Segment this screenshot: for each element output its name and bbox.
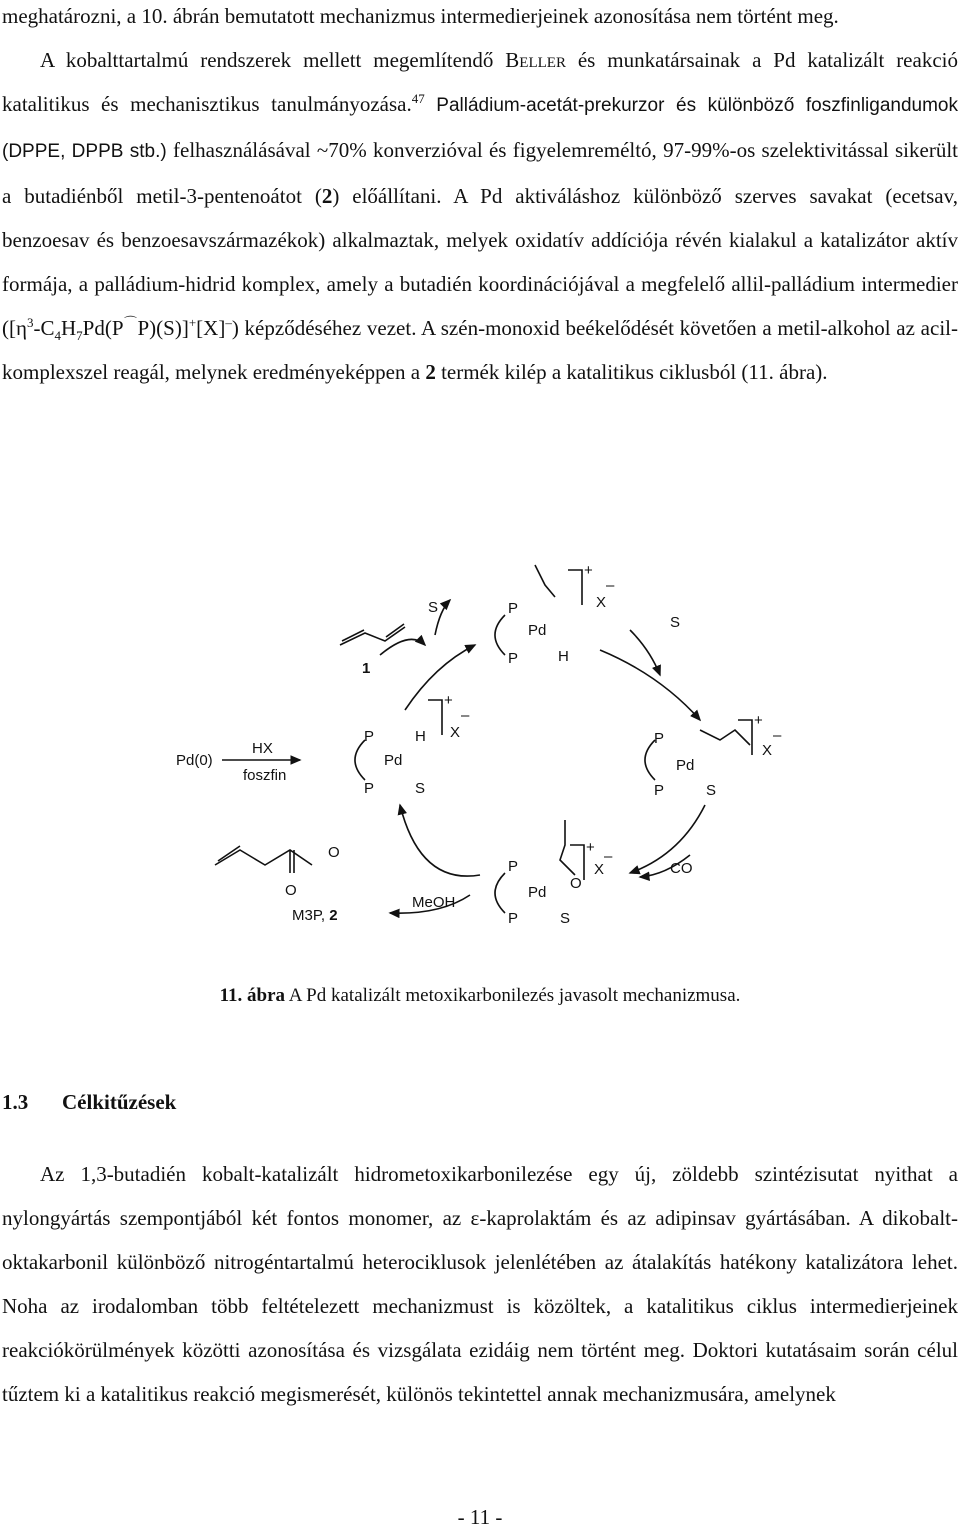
palladium-label: Pd [384, 752, 403, 769]
anion-label: X [450, 724, 461, 741]
text-run: H [60, 316, 77, 340]
figure-caption [0, 982, 960, 1010]
pd0-label: Pd(0) [176, 752, 213, 769]
text-run: Palládium-acetát-prekurzor és különböző foszfinligandumok (DPPE, DPPB stb.) [2, 95, 958, 162]
text-run: -C [33, 316, 55, 340]
bracket-left [428, 700, 442, 735]
phosphorus-label: P [654, 730, 665, 747]
caption-text: A Pd katalizált metoxikarbonilezés javasolt mechanizmusa. [285, 985, 741, 1006]
catalytic-cycle-figure [0, 555, 960, 935]
chelate-arc-top [495, 615, 505, 655]
solvent-out-arrow-2 [630, 630, 660, 675]
body-paragraph-2 [2, 1152, 958, 1416]
plus-charge: + [444, 692, 453, 709]
section-number: 1.3 [2, 1090, 29, 1114]
hydride-label: H [558, 648, 569, 665]
hx-label: HX [252, 740, 273, 757]
phosphorus-label: P [508, 650, 519, 667]
phosphorus-label: P [508, 600, 519, 617]
hydride-label: H [415, 728, 426, 745]
ligand-arc-symbol: ⌒ [123, 315, 138, 330]
solvent-label: S [706, 782, 717, 799]
minus-charge: – [773, 727, 782, 744]
solvent-label-right: S [670, 614, 681, 631]
minus-charge: – [606, 577, 615, 594]
cycle-arrow-bottom [400, 805, 480, 876]
palladium-label: Pd [528, 884, 547, 901]
text-run: és munkatársainak a Pd katalizált reakció katalitikus és mechanisztikus tanulmányozása. [2, 48, 958, 116]
phosphorus-label: P [508, 858, 519, 875]
reference-superscript: 47 [411, 91, 425, 106]
product-label: M3P, 2 [292, 907, 338, 924]
text-run: ) képződéséhez vezet. A szén-monoxid beékelődését követően a metil-alkohol az acil-komplexszel reagál, melynek eredményeképpen a [2, 316, 958, 384]
chelate-arc-bottom [495, 873, 505, 913]
compound-number: 2 [425, 360, 436, 384]
palladium-label: Pd [676, 757, 695, 774]
text-run: P)(S)] [137, 316, 189, 340]
text-run: [X] [196, 316, 226, 340]
butadiene-in-arrow [380, 639, 425, 655]
oxygen-label: O [328, 844, 340, 861]
methanol-label: MeOH [412, 894, 456, 911]
phosphorus-label: P [364, 780, 375, 797]
section-title: Célkitűzések [62, 1090, 177, 1114]
subscript: 7 [76, 328, 83, 344]
butadiene-label: 1 [362, 660, 371, 677]
compound-number: 2 [321, 184, 333, 208]
cycle-arrow-top [600, 650, 700, 720]
oxygen-label: O [570, 875, 582, 892]
text-run: ) előállítani. A Pd aktiváláshoz különböző szerves savakat (ecetsav, benzoesav és benzoesavszármazékok) alkalmaztak, melyek oxidatív addíciója révén kialakul a katalizátor aktív formája, a palládium-hidrid komplex, amely a butadién koordinációjával a megfelelő allil-palládium intermedier ([η [2, 184, 959, 340]
author-name: Beller [505, 48, 566, 72]
cycle-arrow-right [630, 805, 705, 873]
palladium-label: Pd [528, 622, 547, 639]
text-run: A kobalttartalmú rendszerek mellett megemlítendő [40, 48, 506, 72]
co-label: CO [670, 860, 693, 877]
minus-charge: – [604, 848, 613, 865]
bracket-top [568, 570, 582, 605]
solvent-label-top: S [428, 599, 439, 616]
phosphine-label: foszfin [243, 767, 287, 784]
oxygen-label: O [285, 882, 297, 899]
subscript: 4 [54, 328, 61, 344]
bracket-right [738, 720, 752, 755]
solvent-label: S [415, 780, 426, 797]
superscript: 3 [26, 315, 34, 330]
phosphorus-label: P [654, 782, 665, 799]
phosphorus-label: P [364, 728, 375, 745]
anion-label: X [596, 594, 607, 611]
body-paragraph-1 [2, 0, 958, 394]
text-run: Pd(P [82, 316, 124, 340]
section-heading [2, 1090, 176, 1115]
phosphorus-label: P [508, 910, 519, 927]
anion-label: X [762, 742, 773, 759]
text-run: Az 1,3-butadién kobalt-katalizált hidrometoxikarbonilezése egy új, zöldebb szintézisutat nyithat a nylongyártás szempontjából két fontos monomer, az ε-kaprolaktám és az adipinsav gyártásában. A dikobalt-oktakarbonil különböző nitrogéntartalmú heterociklusok jelenlétében az átalakítás hatékony katalizátora lehet. Noha az irodalomban több feltételezett mechanizmust is közöltek, a katalitikus ciklus intermedierjeinek reakciókörülmények közötti azonosítása és vizsgálata ezidáig nem történt meg. Doktori kutatásaim során célul tűztem ki a katalitikus reakció megismerését, különös tekintettel annak mechanizmusára, amelynek [2, 1162, 958, 1406]
superscript: + [188, 315, 197, 330]
chelate-arc-left [355, 740, 365, 780]
minus-charge: – [461, 707, 470, 724]
page-number: - 11 - [457, 1505, 503, 1529]
plus-charge: + [586, 839, 595, 856]
anion-label: X [594, 861, 605, 878]
text-run: termék kilép a katalitikus ciklusból (11. ábra). [435, 360, 828, 384]
solvent-label: S [560, 910, 571, 927]
caption-label: 11. ábra [219, 985, 286, 1006]
text-run: felhasználásával ~70% konverzióval és figyelemreméltó, 97-99%-os szelektivitással sikerült a butadiénből metil-3-pentenoátot ( [2, 138, 958, 208]
plus-charge: + [754, 712, 763, 729]
plus-charge: + [584, 562, 593, 579]
text-run: meghatározni, a 10. ábrán bemutatott mechanizmus intermedierjeinek azonosítása nem történt meg. [2, 4, 839, 28]
superscript: – [225, 315, 232, 330]
